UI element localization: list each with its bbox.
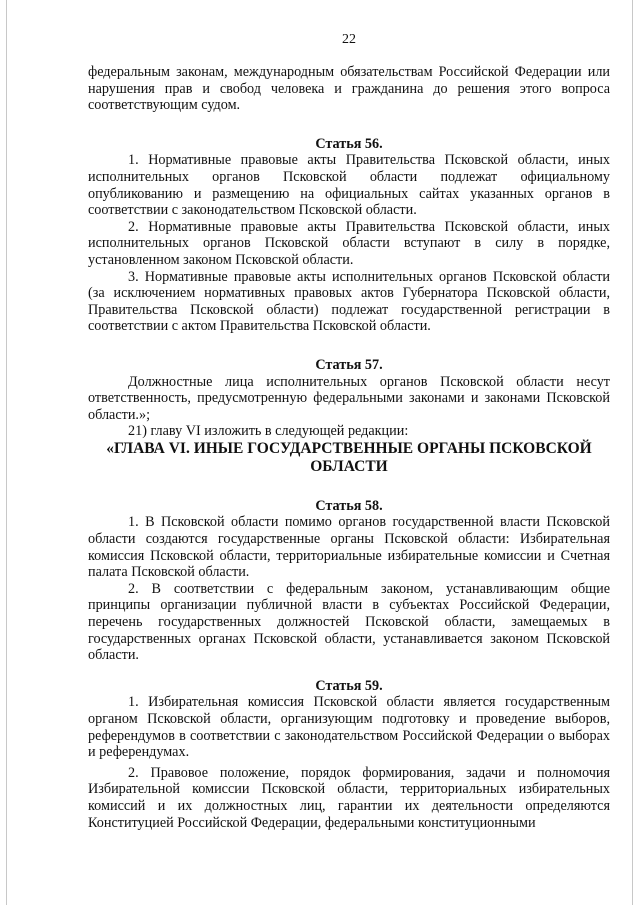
chapter-title-line-1: «ГЛАВА VI. ИНЫЕ ГОСУДАРСТВЕННЫЕ ОРГАНЫ ПСКОВСКОЙ [106, 439, 592, 457]
article-59-item-1: 1. Избирательная комиссия Псковской области является государственным органом Псковской области, организующим подготовку и проведение выборов, референдумов в соответствии с законодательством Российской Федерации о выборах и референдумах. [88, 694, 610, 761]
article-58-heading: Статья 58. [315, 497, 383, 514]
article-57-text: Должностные лица исполнительных органов Псковской области несут ответственность, предусмотренную федеральными законами и законами Псковской области.»; [88, 373, 610, 423]
right-scan-edge [632, 0, 633, 905]
document-page [88, 0, 610, 905]
article-56-item-2: 2. Нормативные правовые акты Правительства Псковской области, иных исполнительных органов Псковской области вступают в силу в порядке, установленном законом Псковской области. [88, 218, 610, 268]
article-59-heading: Статья 59. [315, 677, 383, 694]
amendment-21: 21) главу VI изложить в следующей редакции: [128, 423, 409, 440]
article-57-heading: Статья 57. [315, 356, 383, 373]
chapter-title-line-2: ОБЛАСТИ [310, 457, 388, 475]
article-58-item-2: 2. В соответствии с федеральным законом, устанавливающим общие принципы организации публичной власти в субъектах Российской Федерации, перечень государственных должностей Псковской области, замещаемых в государственных органах Псковской области, устанавливается законом Псковской области. [88, 580, 610, 664]
article-56-item-3: 3. Нормативные правовые акты исполнительных органов Псковской области (за исключением нормативных правовых актов Губернатора Псковской области, Правительства Псковской области) подлежат государственной регистрации в соответствии с актом Правительства Псковской области. [88, 268, 610, 335]
article-56-heading: Статья 56. [315, 135, 383, 152]
document-body [88, 64, 610, 831]
article-56-item-1: 1. Нормативные правовые акты Правительства Псковской области, иных исполнительных органов Псковской области подлежат официальному опубликованию и размещению на официальных сайтах указанных органов в соответствии с законодательством Псковской области. [88, 152, 610, 219]
article-59-item-2: 2. Правовое положение, порядок формирования, задачи и полномочия Избирательной комиссии Псковской области, территориальных избирательных комиссий и их должностных лиц, гарантии их деятельности определяются Конституцией Российской Федерации, федеральными конституционными [88, 764, 610, 831]
article-58-item-1: 1. В Псковской области помимо органов государственной власти Псковской области создаются государственные органы Псковской области: Избирательная комиссия Псковской области, территориальные избирательные комиссии и Счетная палата Псковской области. [88, 514, 610, 581]
left-scan-edge [6, 0, 7, 905]
page-number: 22 [342, 32, 356, 47]
intro-paragraph: федеральным законам, международным обязательствам Российской Федерации или нарушения прав и свобод человека и гражданина до решения этого вопроса соответствующим судом. [88, 64, 610, 114]
